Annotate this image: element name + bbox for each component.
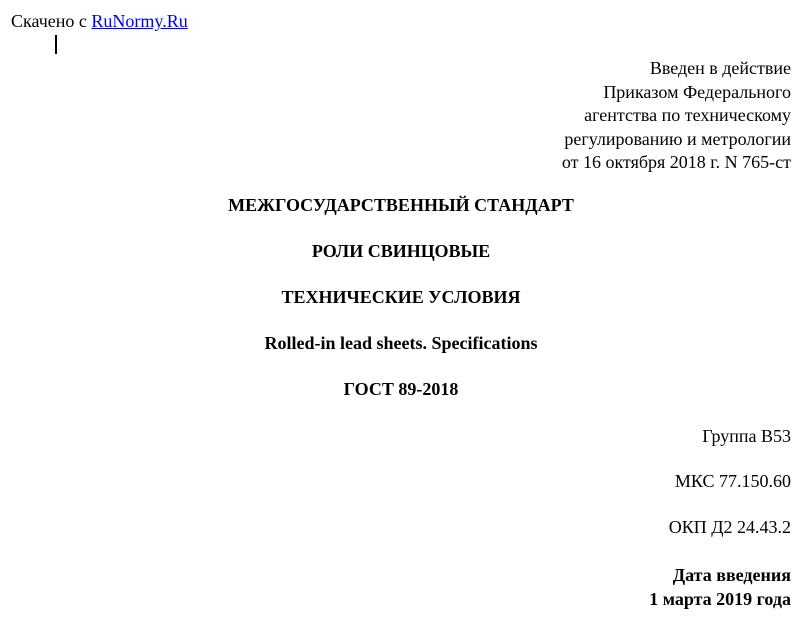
text-cursor — [55, 35, 57, 54]
standard-code: ГОСТ 89-2018 — [343, 379, 459, 399]
enactment-line: Введен в действие — [649, 58, 791, 78]
effective-date-block — [649, 563, 791, 611]
source-line — [11, 10, 188, 32]
okp-code: ОКП Д2 24.43.2 — [668, 517, 791, 537]
enactment-line: Приказом Федерального — [603, 81, 791, 102]
standard-type-heading: МЕЖГОСУДАРСТВЕННЫЙ СТАНДАРТ — [228, 195, 574, 215]
mks-code: МКС 77.150.60 — [674, 471, 791, 491]
source-prefix: Скачено с — [11, 11, 92, 31]
source-link[interactable]: RuNormy.Ru — [91, 11, 188, 31]
enactment-line: от 16 октября 2018 г. N 765-ст — [561, 152, 791, 172]
enactment-line: регулированию и метрологии — [564, 128, 791, 149]
enactment-block — [562, 57, 791, 175]
effective-date-label: Дата введения — [672, 565, 791, 585]
enactment-line: агентства по техническому — [584, 105, 791, 125]
standard-subtitle-ru: ТЕХНИЧЕСКИЕ УСЛОВИЯ — [281, 287, 521, 307]
standard-name-ru: РОЛИ СВИНЦОВЫЕ — [311, 241, 491, 261]
group-code: Группа В53 — [702, 426, 791, 446]
standard-name-en: Rolled-in lead sheets. Specifications — [264, 333, 538, 353]
effective-date-value: 1 марта 2019 года — [649, 589, 791, 609]
